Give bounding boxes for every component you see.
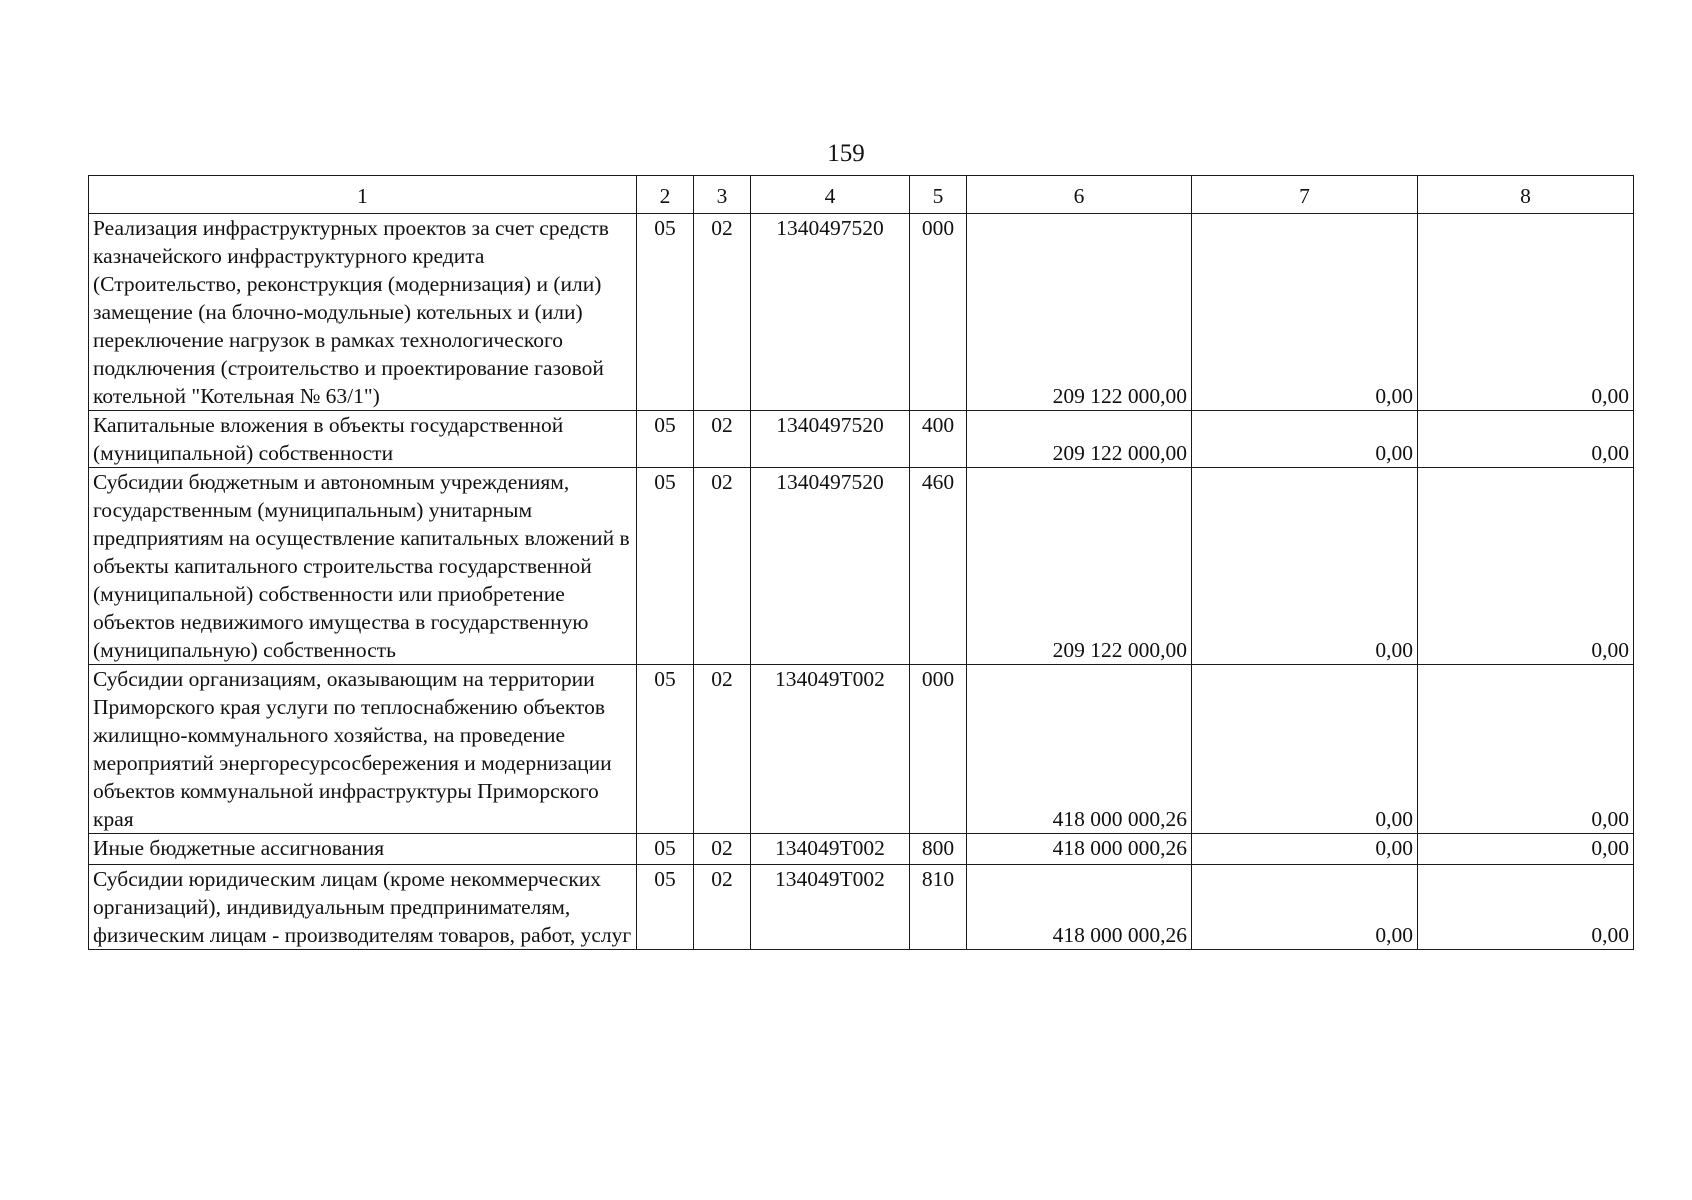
column-header: 3 — [694, 176, 751, 214]
table-header-row — [89, 176, 1634, 214]
table-row — [89, 665, 1634, 834]
subsection-code: 02 — [694, 411, 751, 468]
subsection-code: 02 — [694, 468, 751, 665]
subsection-code: 02 — [694, 865, 751, 950]
amount-col-7: 0,00 — [1192, 865, 1418, 950]
amount-col-6: 418 000 000,26 — [967, 865, 1192, 950]
amount-col-8: 0,00 — [1418, 411, 1634, 468]
amount-col-6: 209 122 000,00 — [967, 411, 1192, 468]
amount-col-8: 0,00 — [1418, 214, 1634, 411]
expense-type-code: 810 — [910, 865, 967, 950]
column-header: 8 — [1418, 176, 1634, 214]
amount-col-8: 0,00 — [1418, 834, 1634, 865]
target-article-code: 134049Т002 — [751, 834, 910, 865]
amount-col-6: 418 000 000,26 — [967, 834, 1192, 865]
column-header: 6 — [967, 176, 1192, 214]
amount-col-7: 0,00 — [1192, 665, 1418, 834]
expense-type-code: 460 — [910, 468, 967, 665]
target-article-code: 1340497520 — [751, 411, 910, 468]
section-code: 05 — [637, 665, 694, 834]
subsection-code: 02 — [694, 665, 751, 834]
section-code: 05 — [637, 834, 694, 865]
item-name: Иные бюджетные ассигнования — [89, 834, 637, 865]
page-number: 159 — [827, 140, 865, 167]
target-article-code: 134049Т002 — [751, 865, 910, 950]
amount-col-6: 418 000 000,26 — [967, 665, 1192, 834]
amount-col-6: 209 122 000,00 — [967, 214, 1192, 411]
amount-col-7: 0,00 — [1192, 411, 1418, 468]
item-name: Субсидии бюджетным и автономным учреждениям, государственным (муниципальным) унитарным предприятиям на осуществление капитальных вложений в объекты капитального строительства государственной (муниципальной) собственности или приобретение объектов недвижимого имущества в государственную (муниципальную) собственность — [89, 468, 637, 665]
expense-type-code: 800 — [910, 834, 967, 865]
table-row — [89, 468, 1634, 665]
table-row — [89, 411, 1634, 468]
column-header: 5 — [910, 176, 967, 214]
amount-col-7: 0,00 — [1192, 468, 1418, 665]
section-code: 05 — [637, 468, 694, 665]
expense-type-code: 400 — [910, 411, 967, 468]
item-name: Капитальные вложения в объекты государственной (муниципальной) собственности — [89, 411, 637, 468]
amount-col-7: 0,00 — [1192, 834, 1418, 865]
amount-col-8: 0,00 — [1418, 865, 1634, 950]
amount-col-7: 0,00 — [1192, 214, 1418, 411]
amount-col-8: 0,00 — [1418, 468, 1634, 665]
target-article-code: 1340497520 — [751, 468, 910, 665]
subsection-code: 02 — [694, 834, 751, 865]
section-code: 05 — [637, 214, 694, 411]
budget-table — [88, 175, 1634, 950]
expense-type-code: 000 — [910, 214, 967, 411]
table-row — [89, 834, 1634, 865]
table-row — [89, 214, 1634, 411]
column-header: 4 — [751, 176, 910, 214]
item-name: Субсидии юридическим лицам (кроме некоммерческих организаций), индивидуальным предпринимателям, физическим лицам - производителям товаров, работ, услуг — [89, 865, 637, 950]
section-code: 05 — [637, 865, 694, 950]
expense-type-code: 000 — [910, 665, 967, 834]
item-name: Реализация инфраструктурных проектов за счет средств казначейского инфраструктурного кредита (Строительство, реконструкция (модернизация) и (или) замещение (на блочно-модульные) котельных и (или) переключение нагрузок в рамках технологического подключения (строительство и проектирование газовой котельной "Котельная № 63/1") — [89, 214, 637, 411]
subsection-code: 02 — [694, 214, 751, 411]
amount-col-6: 209 122 000,00 — [967, 468, 1192, 665]
column-header: 2 — [637, 176, 694, 214]
table-row — [89, 865, 1634, 950]
item-name: Субсидии организациям, оказывающим на территории Приморского края услуги по теплоснабжению объектов жилищно-коммунального хозяйства, на проведение мероприятий энергоресурсосбережения и модернизации объектов коммунальной инфраструктуры Приморского края — [89, 665, 637, 834]
section-code: 05 — [637, 411, 694, 468]
target-article-code: 134049Т002 — [751, 665, 910, 834]
target-article-code: 1340497520 — [751, 214, 910, 411]
amount-col-8: 0,00 — [1418, 665, 1634, 834]
column-header: 1 — [89, 176, 637, 214]
column-header: 7 — [1192, 176, 1418, 214]
